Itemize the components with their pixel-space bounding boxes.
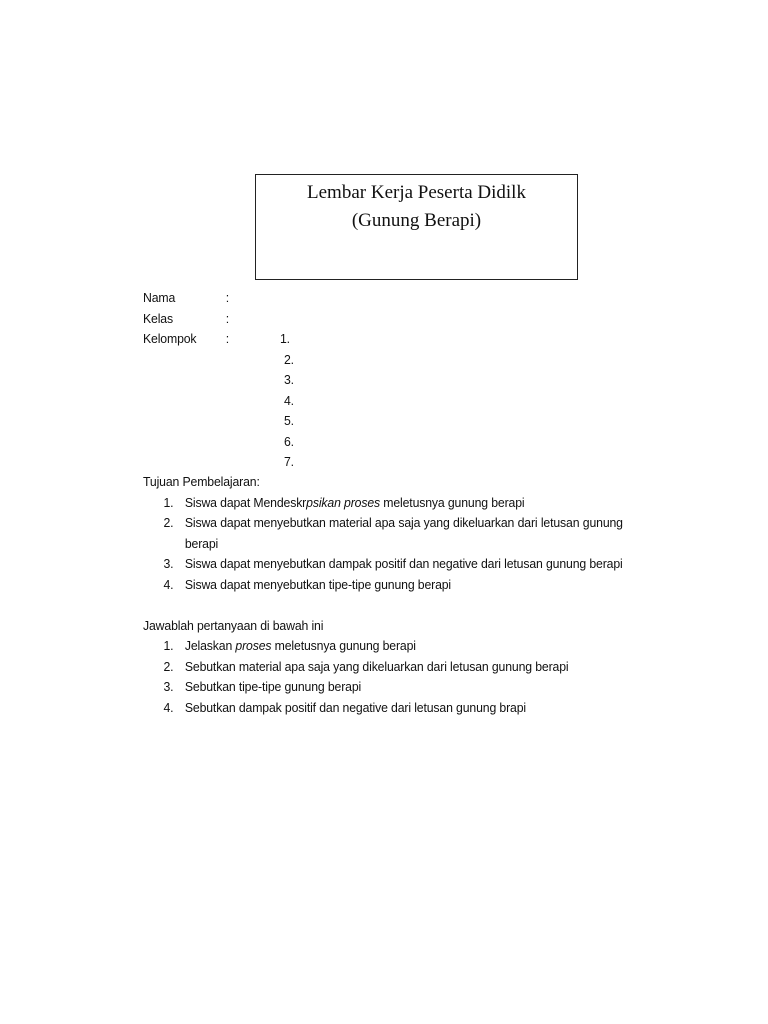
list-item [143,677,623,698]
item-text-end: meletusnya gunung berapi [271,638,416,653]
field-label: Nama [143,290,176,305]
title-box [255,174,578,280]
item-text: Siswa dapat menyebutkan dampak positif dan negative dari letusan gunung berapi [184,556,623,571]
item-text-start: Jelaskan [184,638,236,653]
member-number: 3. [284,372,294,387]
list-item [143,657,623,678]
objectives-heading: Tujuan Pembelajaran: [143,474,260,489]
item-text: Sebutkan tipe-tipe gunung berapi [184,679,362,694]
member-number: 2. [284,351,294,367]
list-item [143,493,623,514]
objectives-list [143,493,623,596]
item-number: 1. [163,638,174,653]
item-number: 4. [163,699,174,715]
item-text: Sebutkan material apa saja yang dikeluarkan dari letusan gunung berapi [184,658,569,674]
member-number: 6. [284,433,294,449]
list-item [143,698,623,719]
field-label: Kelas [143,310,173,326]
item-text: Siswa dapat menyebutkan material apa saja yang dikeluarkan dari letusan gunung berapi [184,515,623,551]
field-colon: : [225,310,230,326]
item-number: 4. [163,576,174,592]
item-number: 2. [163,515,174,530]
list-item [143,575,623,596]
item-number: 2. [163,658,174,674]
item-number: 1. [163,494,174,510]
item-number: 3. [163,679,174,694]
worksheet-subtitle: (Gunung Berapi) [351,210,482,231]
questions-list [143,636,623,718]
list-item [143,513,623,554]
item-text-emphasis: proses [235,638,272,653]
member-number: 4. [284,392,294,408]
item-text-start: Siswa dapat Mendeskr [184,494,307,510]
field-label: Kelompok [143,331,197,346]
member-number: 5. [284,413,294,428]
member-number: 1. [280,331,290,346]
item-text-emphasis: psikan proses [306,494,381,510]
item-text: Sebutkan dampak positif dan negative dari letusan gunung brapi [184,699,526,715]
item-text: Siswa dapat menyebutkan tipe-tipe gunung berapi [184,576,452,592]
field-colon: : [225,331,230,346]
item-number: 3. [163,556,174,571]
worksheet-title: Lembar Kerja Peserta Didilk [307,182,526,203]
questions-heading: Jawablah pertanyaan di bawah ini [143,617,324,633]
list-item [143,554,623,575]
item-text-end: meletusnya gunung berapi [380,494,525,510]
field-colon: : [225,290,230,305]
list-item [143,636,623,657]
member-number: 7. [284,454,294,469]
